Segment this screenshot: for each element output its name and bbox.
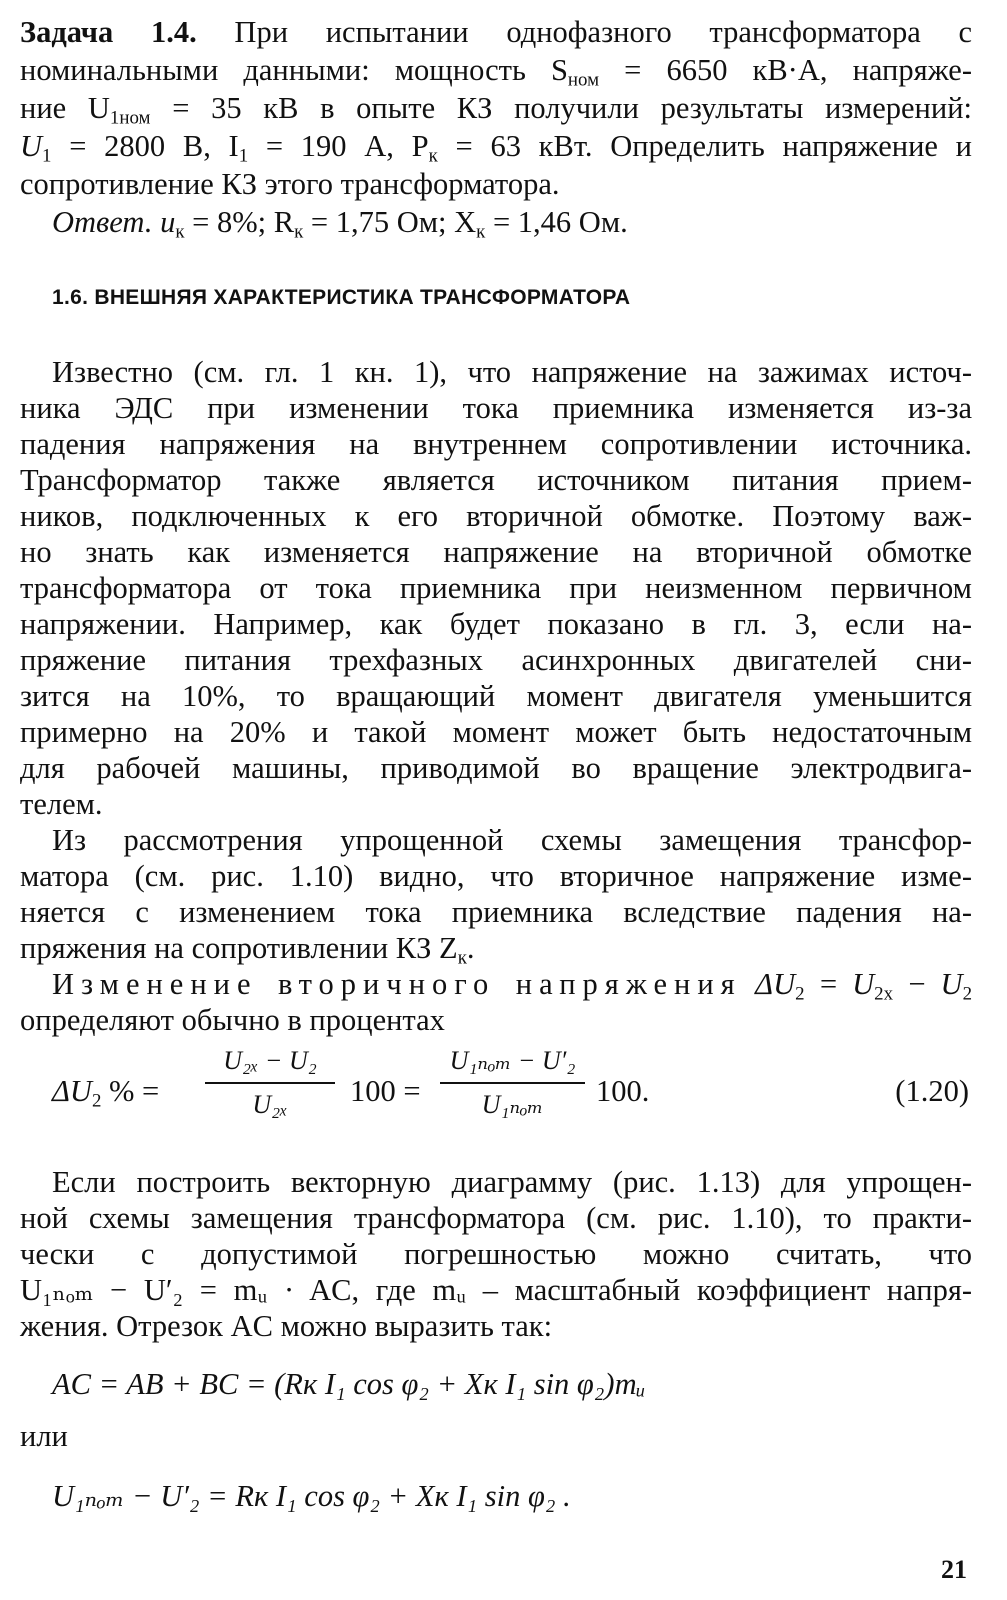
p4-line-4: U₁ₙₒₘ − U′₂ = mᵤ · AC, где mᵤ – масштабный коэффициент напря- [20,1273,972,1307]
p1-line-4: Трансформатор также является источником питания прием- [20,463,972,497]
p2-line-3: няется с изменением тока приемника вследствие падения на- [20,895,972,929]
p1-line-8: напряжении. Например, как будет показано в гл. 3, если на- [20,607,972,641]
p3-line-2: определяют обычно в процентах [20,1003,445,1037]
eq-lhs: $\Delta U_2$ % = [52,1074,160,1112]
eq-number: (1.20) [895,1074,969,1108]
p1-line-7: трансформатора от тока приемника при неизменном первичном [20,571,972,605]
p1-line-3: падения напряжения на внутреннем сопротивлении источника. [20,427,972,461]
p1-line-6: но знать как изменяется напряжение на вторичной обмотке [20,535,972,569]
p1-line-13: телем. [20,787,103,821]
page-number: 21 [941,1555,967,1584]
p1-line-12: для рабочей машины, приводимой во вращение электродвига- [20,751,972,785]
frac2-numerator: U₁ₙₒₘ − U′₂ [449,1046,576,1075]
problem-line-2: номинальными данными: мощность $S_{ном} = 6650$ кВ·А, напряже- [20,53,972,91]
problem-label: Задача 1.4. [20,15,197,49]
frac2-denominator: U₁ₙₒₘ [481,1090,544,1119]
p2-line-4: пряжения на сопротивлении КЗ $Z_к$. [20,931,475,969]
p4-line-3: чески с допустимой погрешностью можно считать, что [20,1237,972,1271]
p2-line-1: Из рассмотрения упрощенной схемы замещения трансфор- [52,823,972,857]
p1-line-11: примерно на 20% и такой момент может быть недостаточным [20,715,972,749]
frac2-bar [440,1082,585,1084]
p3-line-1: Изменение вторичного напряжения $\Delta U_2 = U_{2x} - U_2$ [52,967,973,1005]
p1-line-2: ника ЭДС при изменении тока приемника изменяется из-за [20,391,972,425]
problem-line-4: $U_1 = 2800$ В, $I_1 = 190$ А, $P_к = 63$ кВт. Определить напряжение и [20,129,972,167]
frac1-numerator: U₂ₓ − U₂ [223,1046,317,1075]
p2-line-2: матора (см. рис. 1.10) видно, что вторичное напряжение изме- [20,859,972,893]
frac1-bar [205,1082,335,1084]
eq-fraction-1 [205,1046,335,1120]
problem-line-1: Задача 1.4. При испытании однофазного трансформатора с [20,15,972,49]
or-word: или [20,1419,68,1453]
p1-line-9: пряжение питания трехфазных асинхронных двигателей сни- [20,643,972,677]
equation-ac: AC = AB + BC = (Rк I₁ cos φ₂ + Xк I₁ sin φ₂)mᵤ [52,1367,646,1401]
problem-answer: Ответ. $u_к = 8\%$; $R_к = 1,75$ Ом; $X_к = 1,46$ Ом. [52,205,628,243]
problem-line-3: ние $U_{1ном} = 35$ кВ в опыте КЗ получили результаты измерений: [20,91,972,129]
eq-mid: 100 = [350,1074,421,1108]
p4-line-5: жения. Отрезок AC можно выразить так: [20,1309,553,1343]
p4-line-1: Если построить векторную диаграмму (рис. 1.13) для упрощен- [52,1165,972,1199]
p1-line-5: ников, подключенных к его вторичной обмотке. Поэтому важ- [20,499,972,533]
eq-end: 100. [596,1074,650,1108]
section-heading: 1.6. ВНЕШНЯЯ ХАРАКТЕРИСТИКА ТРАНСФОРМАТОРА [52,286,631,309]
frac1-denominator: U₂ₓ [252,1090,288,1119]
eq-fraction-2 [440,1046,585,1120]
equation-final: U₁ₙₒₘ − U′₂ = Rк I₁ cos φ₂ + Xк I₁ sin φ₂ . [52,1479,571,1513]
p1-line-10: зится на 10%, то вращающий момент двигателя уменьшится [20,679,972,713]
p4-line-2: ной схемы замещения трансформатора (см. рис. 1.10), то практи- [20,1201,972,1235]
problem-line-5: сопротивление КЗ этого трансформатора. [20,167,560,201]
p1-line-1: Известно (см. гл. 1 кн. 1), что напряжение на зажимах источ- [52,355,972,389]
